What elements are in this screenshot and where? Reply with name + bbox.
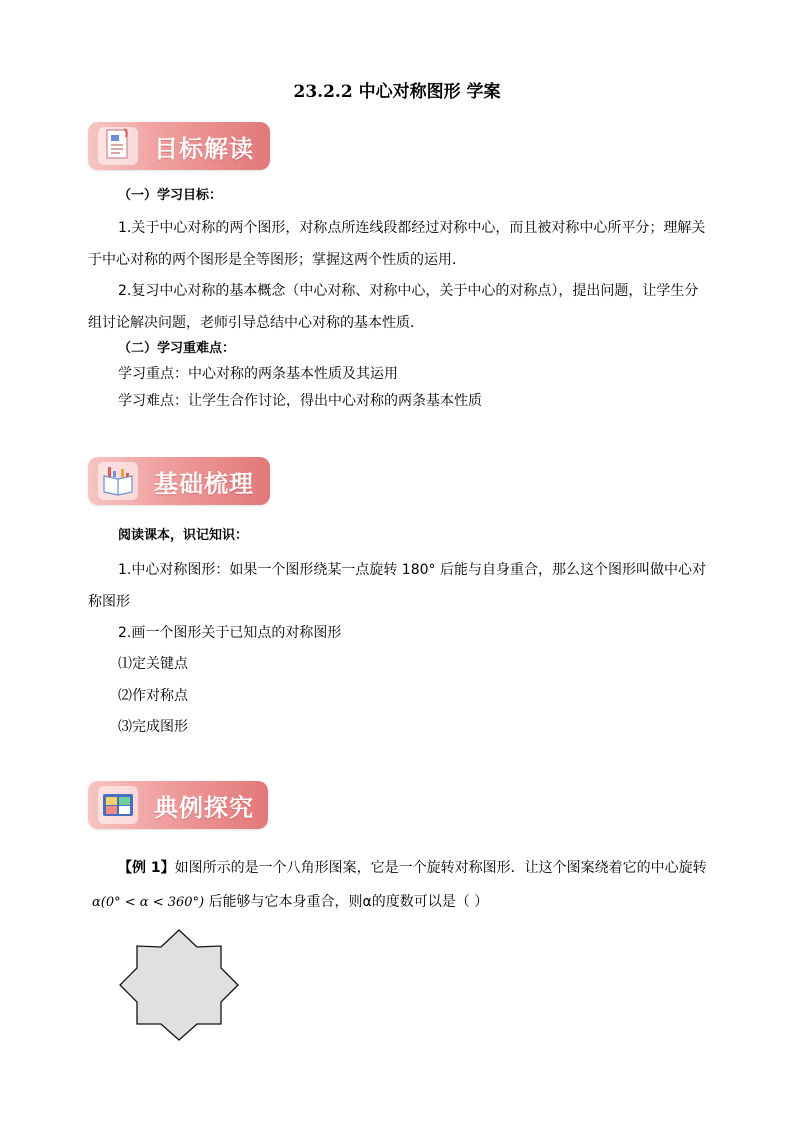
difficulty-point: 学习难点：让学生合作讨论，得出中心对称的两条基本性质 xyxy=(118,393,482,409)
heading-goals: （一）学习目标： xyxy=(118,188,223,203)
example-label: 【例 1】 xyxy=(118,860,175,876)
example-line-1 xyxy=(118,858,707,878)
step-2: ⑵作对称点 xyxy=(118,688,188,704)
key-point: 学习重点：中心对称的两条基本性质及其运用 xyxy=(118,366,398,382)
document-icon xyxy=(98,127,138,165)
section-banner-basics xyxy=(88,457,270,505)
example-text-1: 如图所示的是一个八角形图案，它是一个旋转对称图形．让这个图案绕着它的中心旋转 xyxy=(174,860,707,876)
page-title: 23.2.2 中心对称图形 学案 xyxy=(293,82,501,102)
book-chart-icon xyxy=(98,462,138,500)
reading-intro: 阅读课本，识记知识： xyxy=(118,528,249,543)
definition-line-2: 称图形 xyxy=(88,594,130,610)
banner-title: 基础梳理 xyxy=(154,470,254,498)
gallery-icon xyxy=(98,786,138,824)
heading-key-points: （二）学习重难点： xyxy=(118,341,236,356)
step-1: ⑴定关键点 xyxy=(118,656,188,672)
step-3: ⑶完成图形 xyxy=(118,719,188,735)
banner-title: 典例探究 xyxy=(154,794,254,822)
angle-condition: α(0° < α < 360°) xyxy=(92,895,205,910)
octagram-figure xyxy=(118,928,240,1046)
goal-2-line-2: 组讨论解决问题，老师引导总结中心对称的基本性质． xyxy=(88,315,424,331)
goal-2-line-1: 2.复习中心对称的基本概念（中心对称、对称中心，关于中心的对称点），提出问题，让学生分 xyxy=(118,283,699,299)
banner-title: 目标解读 xyxy=(154,135,254,163)
example-text-2: 后能够与它本身重合，则α的度数可以是（ ） xyxy=(208,894,489,910)
definition-line-1: 1.中心对称图形：如果一个图形绕某一点旋转 180° 后能与自身重合，那么这个图形叫做中心对 xyxy=(118,562,706,578)
goal-1-line-1: 1.关于中心对称的两个图形，对称点所连线段都经过对称中心，而且被对称中心所平分；理解关 xyxy=(118,220,706,236)
section-banner-goals xyxy=(88,122,270,170)
goal-1-line-2: 于中心对称的两个图形是全等图形；掌握这两个性质的运用． xyxy=(88,252,466,268)
drawing-method: 2.画一个图形关于已知点的对称图形 xyxy=(118,625,342,641)
example-line-2 xyxy=(92,892,488,913)
section-banner-examples xyxy=(88,781,268,829)
